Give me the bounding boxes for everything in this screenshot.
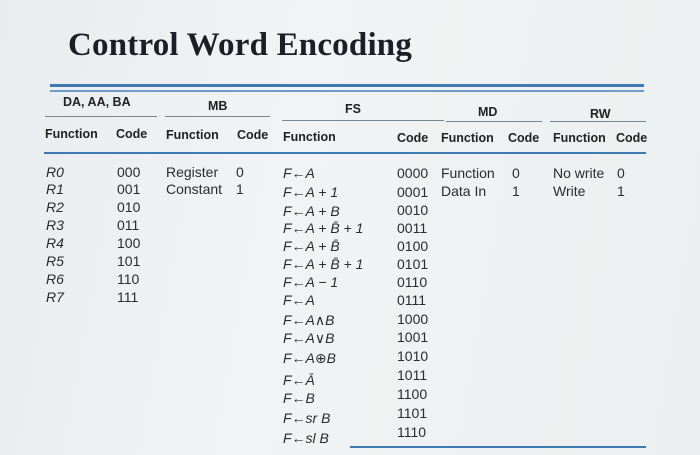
md-code: 0 [512, 165, 520, 181]
fs-code: 0000 [397, 165, 429, 181]
column-header: Code [616, 131, 648, 145]
group-header: RW [590, 107, 611, 121]
mb-code: 1 [236, 181, 244, 197]
md-function: Data In [441, 183, 487, 199]
fs-function: F←A + B̄ + 1 [283, 256, 364, 272]
fs-function: F←A⊕B [283, 350, 336, 366]
column-header: Code [397, 131, 429, 145]
column-header: Function [283, 130, 336, 144]
register-name: R2 [46, 199, 64, 215]
column-header: Function [45, 127, 98, 141]
rw-function: Write [553, 183, 586, 199]
bottom-rule [350, 446, 646, 448]
mb-code: 0 [236, 164, 244, 180]
fs-code: 1011 [397, 367, 428, 383]
fs-code: 1000 [397, 311, 429, 327]
register-name: R1 [46, 181, 64, 197]
register-code: 010 [117, 199, 141, 215]
fs-function: F←A [283, 165, 315, 181]
fs-code: 0110 [397, 274, 428, 290]
fs-function: F←A∨B [283, 330, 335, 346]
column-header: Function [166, 128, 219, 142]
register-name: R3 [46, 217, 64, 233]
md-code: 1 [512, 183, 520, 199]
fs-code: 0011 [397, 220, 428, 236]
column-header: Code [508, 131, 540, 145]
column-header: Function [441, 131, 494, 145]
register-code: 111 [117, 289, 139, 305]
register-code: 011 [117, 217, 140, 233]
register-code: 000 [117, 164, 141, 180]
group-header-rule [446, 121, 542, 122]
fs-code: 1001 [397, 329, 429, 345]
group-header: MB [208, 99, 228, 113]
fs-code: 0101 [397, 256, 429, 272]
register-code: 100 [117, 235, 141, 251]
register-code: 110 [117, 271, 140, 287]
register-code: 001 [117, 181, 141, 197]
register-name: R5 [46, 253, 64, 269]
fs-code: 0010 [397, 202, 429, 218]
fs-code: 1010 [397, 348, 429, 364]
register-name: R0 [46, 164, 64, 180]
fs-function: F←A + 1 [283, 184, 339, 200]
header-rule [44, 152, 646, 154]
fs-code: 1100 [397, 386, 428, 402]
group-header-rule [165, 116, 270, 117]
md-function: Function [441, 165, 495, 181]
fs-function: F←sl B [283, 430, 329, 446]
fs-code: 1110 [397, 424, 427, 440]
fs-function: F←B [283, 390, 315, 406]
fs-code: 1101 [397, 405, 428, 421]
fs-function: F←Ā [283, 372, 315, 388]
rw-code: 1 [617, 183, 625, 199]
group-header-rule [282, 120, 444, 121]
group-header-rule [45, 116, 157, 117]
rw-function: No write [553, 165, 605, 181]
page-title: Control Word Encoding [68, 27, 413, 63]
fs-function: F←A [283, 292, 315, 308]
fs-function: F←A + B [283, 203, 340, 219]
top-rule-2 [50, 90, 644, 92]
rw-code: 0 [617, 165, 625, 181]
register-name: R4 [46, 235, 64, 251]
register-name: R6 [46, 271, 64, 287]
fs-function: F←A − 1 [283, 274, 339, 290]
fs-code: 0111 [397, 292, 427, 308]
mb-function: Constant [166, 181, 223, 197]
fs-code: 0001 [397, 184, 429, 200]
column-header: Code [116, 127, 148, 141]
group-header-rule [550, 121, 646, 122]
group-header: MD [478, 105, 498, 119]
fs-function: F←A + B̄ [283, 238, 340, 254]
top-rule [50, 84, 644, 87]
fs-function: F←A∧B [283, 312, 335, 328]
column-header: Code [237, 128, 269, 142]
group-header: DA, AA, BA [63, 95, 131, 109]
fs-function: F←sr B [283, 410, 331, 426]
fs-code: 0100 [397, 238, 429, 254]
register-name: R7 [46, 289, 64, 305]
register-code: 101 [117, 253, 141, 269]
group-header: FS [345, 102, 361, 116]
column-header: Function [553, 131, 606, 145]
mb-function: Register [166, 164, 219, 180]
fs-function: F←A + B̄ + 1 [283, 220, 364, 236]
